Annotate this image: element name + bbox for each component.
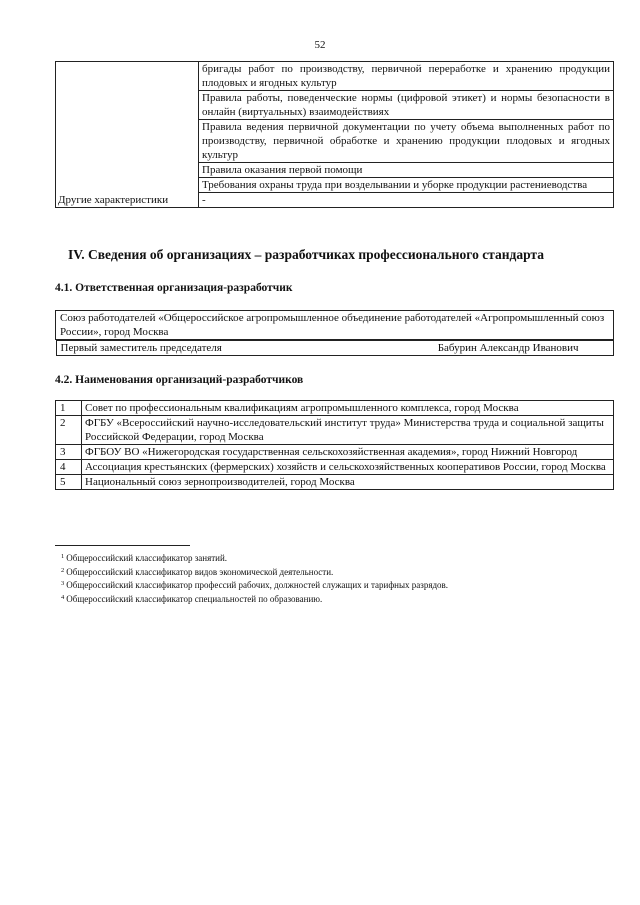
footnote-text: Общероссийский классификатор видов экономической деятельности. bbox=[66, 566, 334, 577]
table-row bbox=[56, 445, 614, 460]
table-row bbox=[56, 311, 614, 340]
footnote-divider bbox=[55, 545, 190, 546]
footnote bbox=[61, 592, 448, 606]
footnote-marker: 1 bbox=[61, 553, 65, 560]
table-row bbox=[56, 475, 614, 490]
footnote-text: Общероссийский классификатор профессий рабочих, должностей служащих и тарифных разрядов. bbox=[66, 580, 449, 590]
knowledge-table-continuation bbox=[55, 61, 614, 208]
footnote-marker: 2 bbox=[61, 566, 65, 574]
signatory-position: Первый заместитель председателя bbox=[60, 342, 222, 354]
footnote bbox=[61, 551, 448, 565]
footnote bbox=[61, 565, 448, 579]
row-number: 3 bbox=[56, 445, 82, 460]
footnote-marker: 3 bbox=[61, 580, 65, 587]
developer-orgs-heading: 4.2. Наименования организаций-разработчиков bbox=[55, 374, 304, 386]
table-row bbox=[56, 401, 614, 416]
table-row bbox=[56, 62, 614, 91]
developer-org-name: ФГБУ «Всероссийский научно-исследовательский институт труда» Министерства труда и социальной защиты Российской Федерации, город Москва bbox=[82, 416, 614, 445]
footnote-text: Общероссийский классификатор специальностей по образованию. bbox=[66, 593, 323, 604]
responsible-org-name: Союз работодателей «Общероссийское агропромышленное объединение работодателей «Агропромышленный союз России», город Москва bbox=[56, 311, 614, 340]
page-number: 52 bbox=[314, 39, 326, 51]
other-characteristics-value: - bbox=[199, 193, 614, 208]
developer-org-name: Ассоциация крестьянских (фермерских) хозяйств и сельскохозяйственных кооперативов России, город Москва bbox=[82, 460, 614, 475]
table-cell: Правила ведения первичной документации по учету объема выполненных работ по производству, первичной обработке и хранению продукции плодовых и ягодных культур bbox=[199, 120, 614, 163]
responsible-org-table bbox=[55, 310, 614, 356]
footnote-marker: 4 bbox=[61, 593, 65, 601]
table-cell: Требования охраны труда при возделывании и уборке продукции растениеводства bbox=[199, 178, 614, 193]
footnotes bbox=[61, 551, 448, 605]
table-cell: бригады работ по производству, первичной переработке и хранению продукции плодовых и ягодных культур bbox=[199, 62, 614, 91]
row-number: 2 bbox=[56, 416, 82, 445]
developer-org-name: ФГБОУ ВО «Нижегородская государственная сельскохозяйственная академия», город Нижний Новгород bbox=[82, 445, 614, 460]
signatory-cell bbox=[56, 340, 614, 356]
developer-org-name: Национальный союз зернопроизводителей, город Москва bbox=[82, 475, 614, 490]
signatory-name: Бабурин Александр Иванович bbox=[437, 342, 579, 354]
table-cell: Правила работы, поведенческие нормы (цифровой этикет) и нормы безопасности в онлайн (виртуальных) взаимодействиях bbox=[199, 91, 614, 120]
table-row bbox=[56, 193, 614, 208]
developer-orgs-table bbox=[55, 400, 614, 490]
responsible-org-heading: 4.1. Ответственная организация-разработчик bbox=[55, 282, 293, 294]
table-cell: Правила оказания первой помощи bbox=[199, 163, 614, 178]
row-number: 5 bbox=[56, 475, 82, 490]
table-cell-empty bbox=[56, 62, 199, 193]
row-number: 4 bbox=[56, 460, 82, 475]
table-row bbox=[56, 340, 614, 357]
developer-org-name: Совет по профессиональным квалификациям агропромышленного комплекса, город Москва bbox=[82, 401, 614, 416]
footnote-text: Общероссийский классификатор занятий. bbox=[66, 553, 228, 563]
row-number: 1 bbox=[56, 401, 82, 416]
footnote bbox=[61, 578, 448, 592]
table-row bbox=[56, 460, 614, 475]
section-heading: IV. Сведения об организациях – разработчиках профессионального стандарта bbox=[68, 247, 544, 262]
other-characteristics-label: Другие характеристики bbox=[56, 193, 199, 208]
table-row bbox=[56, 416, 614, 445]
